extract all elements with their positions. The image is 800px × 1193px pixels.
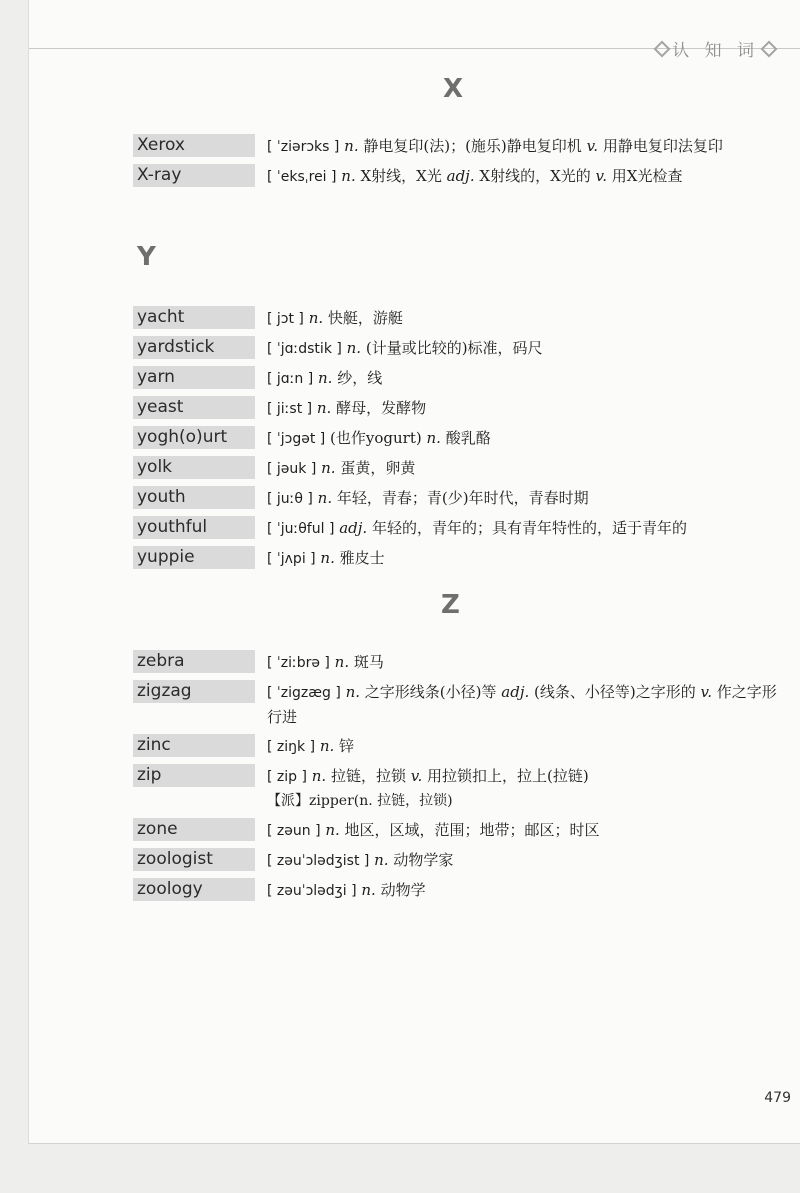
- pronunciation: [ ˈziːbrə ]: [267, 655, 330, 671]
- part-of-speech: n.: [311, 767, 327, 785]
- meaning: 之字形线条(小径)等: [364, 683, 497, 701]
- part-of-speech: n.: [325, 821, 340, 839]
- headword: youthful: [133, 516, 255, 539]
- dictionary-entry: [29, 734, 800, 759]
- meaning: 用拉锁扣上，拉上(拉链): [427, 767, 589, 785]
- diamond-ornament-icon: [654, 40, 671, 57]
- meaning: 蛋黄，卵黄: [340, 459, 416, 477]
- definition: [267, 306, 777, 331]
- dictionary-entry: [29, 426, 800, 451]
- part-of-speech: n.: [320, 549, 335, 567]
- headword: zone: [133, 818, 255, 841]
- headword: yarn: [133, 366, 255, 389]
- headword: youth: [133, 486, 255, 509]
- meaning: 用X光检查: [611, 167, 683, 185]
- headword: zinc: [133, 734, 255, 757]
- dictionary-entry: [29, 818, 800, 843]
- derived-form: [267, 789, 777, 813]
- pronunciation: [ ˈjʌpi ]: [267, 551, 316, 567]
- definition: [267, 134, 777, 159]
- meaning: 年轻，青春；青(少)年时代，青春时期: [336, 489, 589, 507]
- running-header-title: 认 知 词: [672, 41, 759, 61]
- definition: [267, 680, 777, 729]
- section-letter-y: Y: [137, 242, 156, 272]
- part-of-speech: n.: [317, 489, 333, 507]
- part-of-speech: n.: [317, 369, 333, 387]
- section-letter-x: X: [443, 74, 464, 104]
- definition: [267, 456, 777, 481]
- dictionary-entry: [29, 456, 800, 481]
- definition: [267, 426, 777, 451]
- headword: zoology: [133, 878, 255, 901]
- definition: [267, 650, 777, 675]
- dictionary-entry: [29, 848, 800, 873]
- pronunciation: [ ˈziərɔks ]: [267, 139, 340, 155]
- meaning: 酸乳酪: [445, 429, 491, 447]
- dictionary-entry: [29, 516, 800, 541]
- headword: zebra: [133, 650, 255, 673]
- dictionary-entry: [29, 486, 800, 511]
- definition: [267, 164, 777, 189]
- part-of-speech: v.: [700, 683, 712, 701]
- pronunciation: [ zip ]: [267, 769, 307, 785]
- dictionary-entry: [29, 680, 800, 729]
- meaning: X射线的，X光的: [479, 167, 591, 185]
- headword: yolk: [133, 456, 255, 479]
- part-of-speech: adj.: [339, 519, 368, 537]
- derived-text: zipper(n. 拉链，拉锁): [309, 793, 453, 809]
- part-of-speech: n.: [316, 399, 332, 417]
- pronunciation: [ juːθ ]: [267, 491, 313, 507]
- part-of-speech: n.: [426, 429, 441, 447]
- meaning: 拉链，拉锁: [330, 767, 406, 785]
- dictionary-entry: [29, 878, 800, 903]
- headword: yuppie: [133, 546, 255, 569]
- part-of-speech: n.: [344, 137, 359, 155]
- part-of-speech: adj.: [446, 167, 475, 185]
- page-number: 479: [764, 1090, 791, 1106]
- meaning: 动物学家: [393, 851, 454, 869]
- part-of-speech: n.: [361, 881, 376, 899]
- definition: [267, 818, 777, 843]
- headword: yogh(o)urt: [133, 426, 255, 449]
- dictionary-entry: [29, 396, 800, 421]
- pronunciation: [ ziŋk ]: [267, 739, 316, 755]
- headword: yacht: [133, 306, 255, 329]
- section-x-entries: [29, 134, 800, 194]
- derived-tag: 【派】: [267, 793, 309, 809]
- meaning: 静电复印(法)；(施乐)静电复印机: [363, 137, 582, 155]
- meaning: 斑马: [353, 653, 384, 671]
- meaning: (计量或比较的)标准，码尺: [365, 339, 543, 357]
- dictionary-entry: [29, 764, 800, 813]
- pronunciation: [ zəuˈɔlədʒi ]: [267, 883, 357, 899]
- meaning: (线条、小径等)之字形的: [534, 683, 696, 701]
- definition: [267, 516, 777, 541]
- dictionary-entry: [29, 650, 800, 675]
- diamond-ornament-icon: [761, 40, 778, 57]
- definition: [267, 486, 777, 511]
- dictionary-entry: [29, 336, 800, 361]
- pronunciation: [ jɑːn ]: [267, 371, 314, 387]
- definition: [267, 764, 777, 813]
- pronunciation: [ ˈjɔgət ]: [267, 431, 326, 447]
- pronunciation: [ ˈjuːθful ]: [267, 521, 335, 537]
- pronunciation: [ jiːst ]: [267, 401, 313, 417]
- part-of-speech: n.: [345, 683, 360, 701]
- part-of-speech: v.: [586, 137, 599, 155]
- headword: zoologist: [133, 848, 255, 871]
- definition: [267, 336, 777, 361]
- part-of-speech: n.: [308, 309, 324, 327]
- pronunciation: [ zəun ]: [267, 823, 321, 839]
- part-of-speech: n.: [319, 737, 335, 755]
- headword: zip: [133, 764, 255, 787]
- part-of-speech: v.: [595, 167, 607, 185]
- dictionary-entry: [29, 366, 800, 391]
- section-z-entries: [29, 650, 800, 908]
- section-letter-z: Z: [441, 590, 460, 620]
- meaning: 年轻的，青年的；具有青年特性的，适于青年的: [371, 519, 687, 537]
- meaning: X射线，X光: [360, 167, 442, 185]
- running-header: [656, 36, 775, 61]
- part-of-speech: adj.: [501, 683, 530, 701]
- dictionary-entry: [29, 164, 800, 189]
- part-of-speech: v.: [410, 767, 423, 785]
- book-page: [28, 0, 800, 1144]
- definition: [267, 848, 777, 873]
- meaning: 酵母，发酵物: [336, 399, 427, 417]
- part-of-speech: n.: [334, 653, 350, 671]
- pronunciation: [ ˈeksˌrei ]: [267, 169, 337, 185]
- meaning: 快艇，游艇: [327, 309, 403, 327]
- part-of-speech: n.: [374, 851, 389, 869]
- headword: X-ray: [133, 164, 255, 187]
- definition: [267, 878, 777, 903]
- dictionary-entry: [29, 546, 800, 571]
- headword: yardstick: [133, 336, 255, 359]
- meaning: 地区，区域，范围；地带；邮区；时区: [344, 821, 600, 839]
- headword: Xerox: [133, 134, 255, 157]
- pronunciation: [ jəuk ]: [267, 461, 317, 477]
- meaning: (也作yogurt): [330, 429, 422, 447]
- definition: [267, 396, 777, 421]
- headword: zigzag: [133, 680, 255, 703]
- pronunciation: [ jɔt ]: [267, 311, 304, 327]
- meaning: 作之字形行进: [267, 683, 777, 726]
- definition: [267, 734, 777, 759]
- definition: [267, 366, 777, 391]
- part-of-speech: n.: [346, 339, 362, 357]
- meaning: 用静电复印法复印: [602, 137, 723, 155]
- meaning: 动物学: [380, 881, 426, 899]
- definition: [267, 546, 777, 571]
- pronunciation: [ zəuˈɔlədʒist ]: [267, 853, 370, 869]
- dictionary-entry: [29, 134, 800, 159]
- part-of-speech: n.: [341, 167, 356, 185]
- pronunciation: [ ˈzigzæg ]: [267, 685, 341, 701]
- meaning: 雅皮士: [339, 549, 385, 567]
- section-y-entries: [29, 306, 800, 576]
- headword: yeast: [133, 396, 255, 419]
- part-of-speech: n.: [321, 459, 336, 477]
- meaning: 锌: [339, 737, 355, 755]
- pronunciation: [ ˈjɑːdstik ]: [267, 341, 342, 357]
- meaning: 纱，线: [337, 369, 383, 387]
- dictionary-entry: [29, 306, 800, 331]
